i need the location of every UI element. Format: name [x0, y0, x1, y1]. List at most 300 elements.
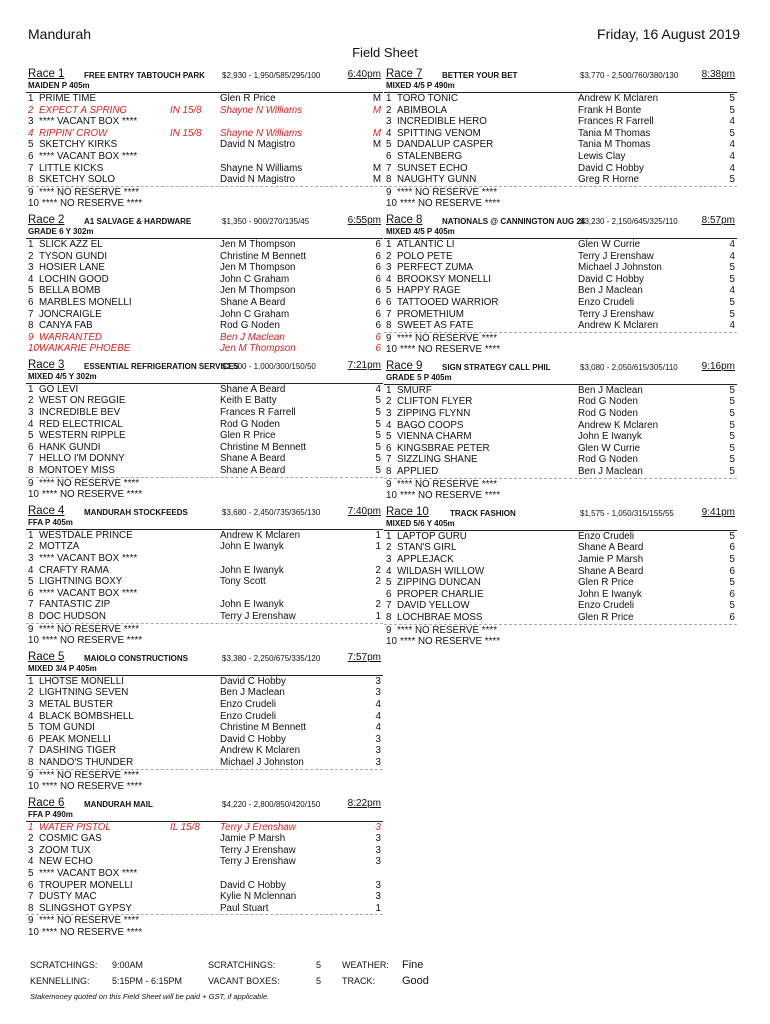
- race-header: [26, 359, 383, 371]
- greyhound-name: TOM GUNDI: [39, 722, 95, 734]
- race-number: Race 8: [386, 213, 423, 226]
- runner-note: IN 15/8: [170, 104, 202, 116]
- box-number: 10: [28, 343, 39, 355]
- runner-grade: 3: [375, 891, 381, 903]
- race-header: [384, 214, 737, 226]
- runner-row: [26, 465, 383, 477]
- runner-grade: 6: [729, 542, 735, 554]
- race-name: NATIONALS @ CANNINGTON AUG 24: [442, 216, 586, 226]
- greyhound-name: DOC HUDSON: [39, 610, 106, 622]
- runner-grade: 5: [729, 93, 735, 104]
- runner-grade: 5: [375, 453, 381, 465]
- race-spacer: [26, 939, 383, 942]
- greyhound-name: PROMETHIUM: [397, 308, 464, 320]
- box-number: 2: [386, 250, 392, 262]
- runner-grade: 5: [729, 396, 735, 408]
- box-number: 2: [28, 104, 34, 116]
- runner-grade: 6: [729, 611, 735, 623]
- race-time: 8:38pm: [701, 69, 735, 80]
- runner-grade: 4: [729, 238, 735, 250]
- box-number: 6: [386, 588, 392, 600]
- greyhound-name: COSMIC GAS: [39, 833, 102, 845]
- trainer-name: Andrew K Mclaren: [578, 320, 659, 332]
- runner-row: [384, 128, 737, 140]
- runner-row: [26, 822, 383, 834]
- runner-row: [26, 262, 383, 274]
- race-class: GRADE 6 Y 302m: [28, 226, 94, 236]
- greyhound-name: TATTOOED WARRIOR: [397, 296, 499, 308]
- greyhound-name: WESTDALE PRINCE: [39, 529, 133, 541]
- reserve-row: [384, 490, 737, 502]
- runner-row: [26, 833, 383, 845]
- box-number: 3: [386, 408, 392, 420]
- runner-row: [26, 576, 383, 588]
- trainer-name: Shayne N Williams: [220, 104, 303, 116]
- trainer-name: Glen R Price: [220, 430, 276, 442]
- runner-grade: 6: [375, 320, 381, 332]
- runner-row: [384, 431, 737, 443]
- runner-row: [26, 309, 383, 321]
- race-block: [26, 68, 383, 213]
- greyhound-name: FANTASTIC ZIP: [39, 599, 111, 611]
- runner-row: [384, 297, 737, 309]
- trainer-name: Enzo Crudeli: [578, 600, 635, 612]
- race-time: 6:40pm: [347, 69, 381, 80]
- greyhound-name: PEAK MONELLI: [39, 733, 111, 745]
- runner-grade: 3: [375, 675, 381, 687]
- box-number: 4: [386, 419, 392, 431]
- greyhound-name: TORO TONIC: [397, 93, 458, 104]
- runner-grade: 5: [375, 430, 381, 442]
- trainer-name: Terry J Erenshaw: [220, 610, 296, 622]
- weather-value: Fine: [402, 959, 424, 971]
- box-number: 3: [28, 698, 34, 710]
- runner-grade: 3: [375, 879, 381, 891]
- greyhound-name: **** VACANT BOX ****: [39, 116, 138, 128]
- runner-row: [26, 453, 383, 465]
- trainer-name: Michael J Johnston: [578, 262, 662, 274]
- runner-row: [384, 466, 737, 478]
- runner-grade: 3: [375, 821, 381, 833]
- runner-grade: 5: [729, 431, 735, 443]
- greyhound-name: SIZZLING SHANE: [397, 454, 478, 466]
- runner-row: [384, 262, 737, 274]
- box-number: 1: [386, 93, 392, 104]
- runner-row: [384, 251, 737, 263]
- race-spacer: [26, 793, 383, 796]
- race-prize: $1,500 - 1,000/300/150/50: [222, 361, 316, 371]
- box-number: 2: [386, 104, 392, 116]
- reserve-text: **** NO RESERVE ****: [42, 489, 143, 501]
- race-prize: $3,770 - 2,500/760/380/130: [580, 71, 679, 80]
- runner-row: [384, 139, 737, 151]
- trainer-name: Ben J Maclean: [578, 384, 643, 396]
- greyhound-name: SUNSET ECHO: [397, 162, 468, 174]
- greyhound-name: SLICK AZZ EL: [39, 238, 103, 250]
- trainer-name: Glen R Price: [578, 611, 634, 623]
- box-number: 8: [28, 902, 34, 914]
- runner-grade: 5: [375, 465, 381, 477]
- race-name: ESSENTIAL REFRIGERATION SERVICES: [84, 361, 240, 371]
- runner-row: [26, 105, 383, 117]
- race-block: [26, 359, 383, 504]
- race-number: Race 6: [28, 796, 65, 809]
- runner-grade: 3: [375, 733, 381, 745]
- greyhound-name: SPITTING VENOM: [397, 127, 481, 139]
- runner-row: [26, 419, 383, 431]
- reserve-box-number: 9: [28, 623, 34, 635]
- reserve-row: [384, 625, 737, 637]
- greyhound-name: DUSTY MAC: [39, 891, 97, 903]
- reserve-row: [26, 624, 383, 636]
- trainer-name: John C Graham: [220, 308, 290, 320]
- runner-row: [26, 297, 383, 309]
- greyhound-name: EXPECT A SPRING: [39, 104, 128, 116]
- box-number: 5: [28, 430, 34, 442]
- greyhound-name: SKETCHY SOLO: [39, 174, 116, 186]
- runner-row: [26, 611, 383, 623]
- meeting-date: Friday, 16 August 2019: [597, 26, 740, 42]
- runner-row: [26, 599, 383, 611]
- runner-row: [384, 385, 737, 397]
- trainer-name: Shane A Beard: [220, 383, 286, 395]
- runner-grade: M: [372, 139, 381, 151]
- greyhound-name: NEW ECHO: [39, 856, 93, 868]
- greyhound-name: RED ELECTRICAL: [39, 418, 123, 430]
- box-number: 4: [28, 856, 34, 868]
- greyhound-name: DANDALUP CASPER: [397, 139, 494, 151]
- box-number: 7: [28, 891, 34, 903]
- runner-row: [26, 163, 383, 175]
- runner-grade: 5: [729, 174, 735, 186]
- box-number: 5: [386, 431, 392, 443]
- runner-row: [384, 443, 737, 455]
- box-number: 7: [28, 599, 34, 611]
- runner-grade: 5: [375, 441, 381, 453]
- runner-row: [26, 722, 383, 734]
- race-header: [26, 214, 383, 226]
- race-block: [26, 214, 383, 358]
- race-block: [384, 214, 737, 359]
- trainer-name: Tania M Thomas: [578, 139, 651, 151]
- race-spacer: [26, 501, 383, 504]
- trainer-name: Glen W Currie: [578, 238, 641, 250]
- trainer-name: Ben J Maclean: [578, 285, 643, 297]
- runner-row: [26, 856, 383, 868]
- runner-grade: 5: [729, 308, 735, 320]
- race-header: [384, 360, 737, 372]
- trainer-name: John E Iwanyk: [578, 588, 642, 600]
- race-header: [384, 506, 737, 518]
- reserve-text: **** NO RESERVE ****: [397, 624, 498, 636]
- race-number: Race 2: [28, 213, 65, 226]
- greyhound-name: STALENBERG: [397, 150, 463, 162]
- runner-row: [26, 687, 383, 699]
- runner-grade: 4: [729, 150, 735, 162]
- runner-row: [384, 531, 737, 543]
- reserve-box-number: 10: [28, 198, 39, 210]
- runner-grade: 6: [375, 238, 381, 250]
- greyhound-name: WAIKARIE PHOEBE: [39, 343, 131, 355]
- box-number: 6: [28, 879, 34, 891]
- trainer-name: David C Hobby: [220, 675, 286, 687]
- runner-grade: M: [372, 162, 381, 174]
- venue-name: Mandurah: [28, 26, 92, 42]
- race-prize: $1,575 - 1,050/315/155/55: [580, 508, 674, 518]
- race-time: 9:16pm: [701, 360, 735, 372]
- runner-row: [26, 151, 383, 163]
- race-prize: $3,680 - 2,450/735/365/130: [222, 507, 321, 517]
- trainer-name: Enzo Crudeli: [578, 296, 635, 308]
- race-time: 9:41pm: [701, 506, 735, 518]
- trainer-name: Andrew K Mclaren: [220, 529, 301, 541]
- runner-grade: 5: [375, 407, 381, 419]
- greyhound-name: VIENNA CHARM: [397, 431, 472, 443]
- greyhound-name: PROPER CHARLIE: [397, 588, 484, 600]
- runner-grade: 3: [375, 844, 381, 856]
- runner-grade: 4: [729, 320, 735, 332]
- reserve-box-number: 10: [28, 635, 39, 647]
- box-number: 3: [386, 116, 392, 128]
- greyhound-name: INCREDIBLE BEV: [39, 407, 121, 419]
- reserve-text: **** NO RESERVE ****: [400, 198, 501, 210]
- runner-row: [384, 309, 737, 321]
- box-number: 6: [386, 296, 392, 308]
- runner-grade: 5: [375, 418, 381, 430]
- greyhound-name: CRAFTY RAMA: [39, 564, 110, 576]
- runner-row: [26, 757, 383, 769]
- box-number: 2: [28, 687, 34, 699]
- trainer-name: David C Hobby: [220, 879, 286, 891]
- race-header: [26, 651, 383, 663]
- greyhound-name: WARRANTED: [39, 331, 102, 343]
- trainer-name: Rod G Noden: [220, 418, 280, 430]
- kennelling-label: KENNELLING:: [30, 976, 90, 986]
- page-title: Field Sheet: [352, 45, 418, 60]
- greyhound-name: ATLANTIC LI: [397, 238, 455, 250]
- runner-grade: 6: [375, 285, 381, 297]
- runner-grade: 2: [375, 564, 381, 576]
- race-time: 6:55pm: [347, 214, 381, 226]
- runner-row: [384, 396, 737, 408]
- reserve-box-number: 10: [386, 490, 397, 502]
- reserve-row: [26, 915, 383, 927]
- box-number: 3: [28, 407, 34, 419]
- trainer-name: Jen M Thompson: [220, 343, 296, 355]
- runner-row: [26, 139, 383, 151]
- runner-grade: 6: [375, 331, 381, 343]
- runner-row: [26, 845, 383, 857]
- trainer-name: Andrew K Mclaren: [220, 745, 301, 757]
- box-number: 4: [386, 273, 392, 285]
- trainer-name: Tony Scott: [220, 576, 266, 588]
- track-value: Good: [402, 975, 429, 987]
- race-class: MIXED 4/5 P 405m: [386, 226, 455, 236]
- box-number: 4: [28, 418, 34, 430]
- box-number: 4: [28, 273, 34, 285]
- trainer-name: Terry J Erenshaw: [578, 308, 654, 320]
- reserve-box-number: 10: [28, 927, 39, 939]
- reserve-box-number: 9: [386, 186, 392, 198]
- runner-row: [26, 274, 383, 286]
- runner-grade: 4: [729, 285, 735, 297]
- greyhound-name: ZIPPING FLYNN: [397, 408, 471, 420]
- runner-grade: 4: [729, 162, 735, 174]
- box-number: 6: [386, 150, 392, 162]
- box-number: 1: [386, 238, 392, 250]
- runner-row: [26, 891, 383, 903]
- greyhound-name: **** VACANT BOX ****: [39, 868, 138, 880]
- reserve-box-number: 9: [386, 478, 392, 490]
- box-number: 3: [28, 262, 34, 274]
- greyhound-name: MONTOEY MISS: [39, 465, 115, 477]
- race-spacer: [26, 355, 383, 358]
- race-block: [26, 797, 383, 942]
- trainer-name: Shane A Beard: [220, 296, 286, 308]
- greyhound-name: NAUGHTY GUNN: [397, 174, 477, 186]
- box-number: 1: [28, 675, 34, 687]
- box-number: 2: [386, 542, 392, 554]
- runner-grade: 3: [375, 756, 381, 768]
- trainer-name: Frances R Farrell: [220, 407, 296, 419]
- runner-grade: 6: [375, 273, 381, 285]
- race-spacer: [26, 210, 383, 213]
- reserve-row: [384, 198, 737, 210]
- greyhound-name: MOTTZA: [39, 541, 80, 553]
- runner-grade: 5: [729, 554, 735, 565]
- race-class: MIXED 3/4 P 405m: [28, 663, 97, 673]
- trainer-name: Shane A Beard: [578, 542, 644, 554]
- reserve-text: **** NO RESERVE ****: [39, 186, 140, 198]
- race-number: Race 5: [28, 650, 65, 663]
- runner-row: [26, 285, 383, 297]
- runner-note: IN 15/8: [170, 127, 202, 139]
- runner-row: [26, 343, 383, 355]
- box-number: 5: [386, 577, 392, 589]
- race-name: MAIOLO CONSTRUCTIONS: [84, 653, 188, 663]
- reserve-box-number: 10: [386, 198, 397, 210]
- box-number: 8: [386, 320, 392, 332]
- left-column: [26, 68, 383, 943]
- box-number: 1: [386, 530, 392, 542]
- race-time: 7:21pm: [347, 359, 381, 371]
- box-number: 1: [28, 93, 34, 104]
- runner-grade: M: [372, 127, 381, 139]
- trainer-name: Glen R Price: [220, 93, 276, 104]
- trainer-name: Terry J Erenshaw: [220, 856, 296, 868]
- race-prize: $3,380 - 2,250/675/335/120: [222, 653, 321, 663]
- race-block: [384, 360, 737, 505]
- runner-row: [26, 553, 383, 565]
- race-name: TRACK FASHION: [450, 508, 516, 518]
- greyhound-name: GO LEVI: [39, 383, 79, 395]
- runner-row: [26, 442, 383, 454]
- reserve-box-number: 10: [28, 489, 39, 501]
- greyhound-name: HELLO I'M DONNY: [39, 453, 125, 465]
- runner-row: [26, 407, 383, 419]
- trainer-name: David N Magistro: [220, 174, 296, 186]
- race-header: [26, 505, 383, 517]
- box-number: 7: [28, 308, 34, 320]
- right-column: [384, 68, 737, 652]
- reserve-text: **** NO RESERVE ****: [39, 623, 140, 635]
- race-block: [26, 651, 383, 796]
- runner-grade: 4: [375, 383, 381, 395]
- box-number: 4: [386, 127, 392, 139]
- trainer-name: Christine M Bennett: [220, 250, 307, 262]
- trainer-name: John E Iwanyk: [220, 599, 284, 611]
- greyhound-name: KINGSBRAE PETER: [397, 442, 490, 454]
- trainer-name: Shayne N Williams: [220, 162, 303, 174]
- runner-grade: 6: [375, 262, 381, 274]
- runner-row: [384, 93, 737, 105]
- trainer-name: Enzo Crudeli: [220, 710, 277, 722]
- trainer-name: Shayne N Williams: [220, 127, 303, 139]
- runner-grade: 5: [729, 104, 735, 116]
- vacant-boxes-label: VACANT BOXES:: [208, 976, 280, 986]
- box-number: 3: [28, 116, 34, 128]
- weather-label: WEATHER:: [342, 960, 389, 970]
- reserve-text: **** NO RESERVE ****: [400, 344, 501, 356]
- vacant-boxes-count: 5: [316, 976, 322, 986]
- race-number: Race 4: [28, 504, 65, 517]
- race-name: SIGN STRATEGY CALL PHIL: [442, 362, 551, 372]
- box-number: 6: [28, 733, 34, 745]
- trainer-name: John E Iwanyk: [220, 541, 284, 553]
- runner-grade: 5: [729, 273, 735, 285]
- greyhound-name: ZOOM TUX: [39, 844, 91, 856]
- box-number: 6: [28, 296, 34, 308]
- trainer-name: Terry J Erenshaw: [220, 844, 296, 856]
- runner-row: [26, 868, 383, 880]
- greyhound-name: LOCHIN GOOD: [39, 273, 109, 285]
- box-number: 6: [28, 441, 34, 453]
- track-label: TRACK:: [342, 976, 376, 986]
- box-number: 7: [28, 453, 34, 465]
- trainer-name: David C Hobby: [578, 273, 644, 285]
- runner-row: [384, 420, 737, 432]
- race-block: [26, 505, 383, 650]
- trainer-name: Frank H Bonte: [578, 104, 642, 116]
- greyhound-name: WILDASH WILLOW: [397, 565, 485, 577]
- box-number: 7: [386, 600, 392, 612]
- runner-row: [26, 676, 383, 688]
- trainer-name: David N Magistro: [220, 139, 296, 151]
- scratchings-count-label: SCRATCHINGS:: [208, 960, 276, 970]
- reserve-row: [26, 770, 383, 782]
- reserve-row: [26, 489, 383, 501]
- race-time: 8:22pm: [347, 797, 381, 809]
- runner-grade: 5: [729, 296, 735, 308]
- greyhound-name: LIGHTNING BOXY: [39, 576, 123, 588]
- box-number: 1: [28, 821, 34, 833]
- box-number: 9: [28, 331, 34, 343]
- reserve-box-number: 9: [28, 477, 34, 489]
- race-class: MIXED 5/6 Y 405m: [386, 518, 455, 528]
- box-number: 5: [386, 285, 392, 297]
- race-prize: $1,350 - 900/270/135/45: [222, 216, 310, 226]
- runner-row: [384, 542, 737, 554]
- trainer-name: Christine M Bennett: [220, 722, 307, 734]
- trainer-name: David C Hobby: [220, 733, 286, 745]
- race-header: [26, 797, 383, 809]
- greyhound-name: **** VACANT BOX ****: [39, 150, 138, 162]
- runner-row: [384, 600, 737, 612]
- greyhound-name: MARBLES MONELLI: [39, 296, 132, 308]
- box-number: 8: [386, 611, 392, 623]
- runner-grade: 2: [375, 576, 381, 588]
- runner-grade: 4: [729, 139, 735, 151]
